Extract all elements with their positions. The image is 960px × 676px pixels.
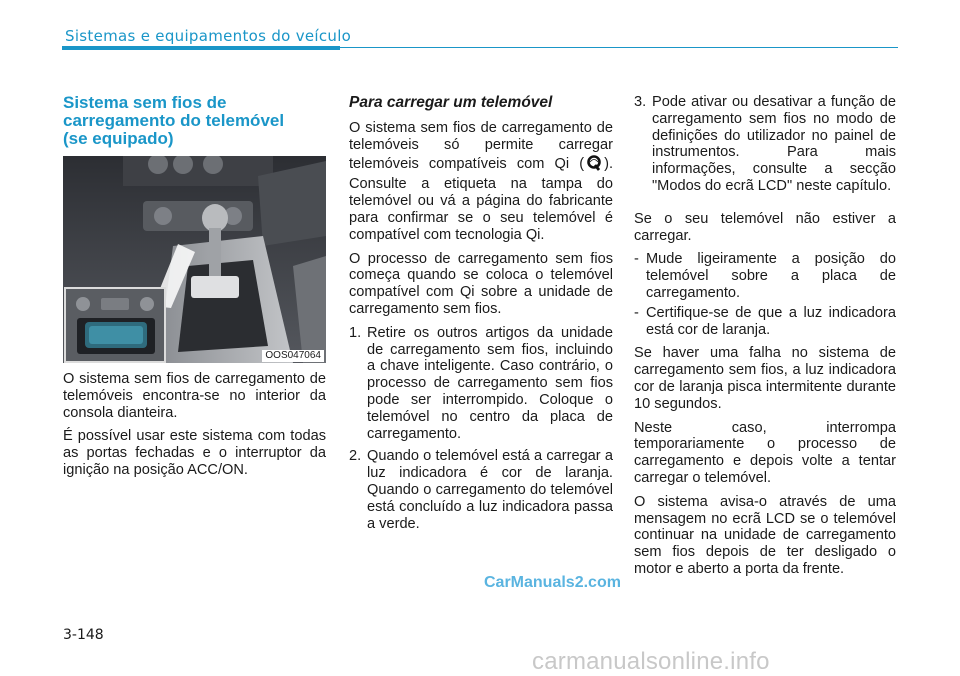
- list-item: [634, 94, 896, 195]
- console-illustration: [63, 156, 326, 363]
- bullet-item: [634, 251, 896, 301]
- bullet-text: Mude ligeiramente a posição do telemóvel sobre a placa de carregamento.: [646, 251, 896, 301]
- qi-wireless-charging-icon: [586, 154, 602, 177]
- list-text: Quando o telemóvel está a carregar a luz indicadora é cor de laranja. Quando o carregamento do telemóvel está concluído a luz indicadora passa a verde.: [367, 448, 613, 532]
- list-text: Retire os outros artigos da unidade de carregamento sem fios, incluindo a chave inteligente. Caso contrário, o processo de carregamento sem fios pode ser interrompido. Coloque o telemóvel no centro da placa de carregamento.: [367, 324, 613, 442]
- section-heading: [63, 94, 326, 148]
- list-item: [349, 448, 613, 532]
- watermark-link[interactable]: CarManuals2.com: [484, 574, 621, 591]
- list-item: [349, 325, 613, 443]
- list-number: 2.: [349, 448, 362, 465]
- paragraph: O sistema avisa-o através de uma mensagem no ecrã LCD se o telemóvel continuar na unidade de carregamento sem fios depois de ter desligado o motor e aberto a porta da frente.: [634, 493, 896, 577]
- header-rule-accent: [62, 46, 340, 50]
- console-figure: [63, 156, 326, 363]
- qi-text-after: ).: [604, 155, 613, 172]
- list-number: 1.: [349, 324, 362, 341]
- paragraph: O processo de carregamento sem fios começa quando se coloca o telemóvel compatível com Qi sobre a unidade de carregamento sem fios.: [349, 250, 613, 317]
- page-number: 3-148: [63, 627, 104, 643]
- header-rule: [340, 47, 898, 48]
- bullet-item: [634, 305, 896, 339]
- paragraph: É possível usar este sistema com todas as portas fechadas e o interruptor da ignição na posição ACC/ON.: [63, 428, 326, 478]
- column-left: [63, 94, 326, 486]
- paragraph: O sistema sem fios de carregamento de telemóveis encontra-se no interior da consola dianteira.: [63, 371, 326, 421]
- paragraph: Neste caso, interrompa temporariamente o processo de carregamento e depois volte a tentar carregar o telemóvel.: [634, 419, 896, 486]
- bullet-text: Certifique-se de que a luz indicadora está cor de laranja.: [646, 304, 896, 338]
- heading-line-3: (se equipado): [63, 129, 174, 148]
- bullet-dash: -: [634, 304, 639, 321]
- bullet-dash: -: [634, 251, 639, 268]
- qi-text-rest: Consulte a etiqueta na tampa do telemóvel ou vá a página do fabricante para confirmar se o seu telemóvel é compatível com tecnologia Qi.: [349, 176, 613, 243]
- list-text: Pode ativar ou desativar a função de carregamento sem fios no modo de definições do utilizador no painel de instrumentos. Para mais informações, consulte a secção "Modos do ecrã LCD" neste capítulo.: [652, 94, 896, 194]
- heading-line-2: carregamento do telemóvel: [63, 111, 285, 130]
- column-middle: [349, 94, 613, 538]
- paragraph-qi: [349, 120, 613, 244]
- figure-code: OOS047064: [262, 350, 324, 362]
- column-right: [634, 94, 896, 585]
- watermark-footer[interactable]: carmanualsonline.info: [532, 648, 770, 675]
- section-header-title: Sistemas e equipamentos do veículo: [65, 27, 352, 45]
- qi-text-before: O sistema sem fios de carregamento de telemóveis só permite carregar telemóveis compatíveis com Qi (: [349, 120, 613, 172]
- paragraph: Se o seu telemóvel não estiver a carregar.: [634, 210, 896, 244]
- sub-heading: Para carregar um telemóvel: [349, 94, 553, 111]
- list-number: 3.: [634, 94, 647, 110]
- paragraph: Se haver uma falha no sistema de carregamento sem fios, a luz indicadora cor de laranja pisca intermitente durante 10 segundos.: [634, 345, 896, 412]
- heading-line-1: Sistema sem fios de: [63, 93, 227, 112]
